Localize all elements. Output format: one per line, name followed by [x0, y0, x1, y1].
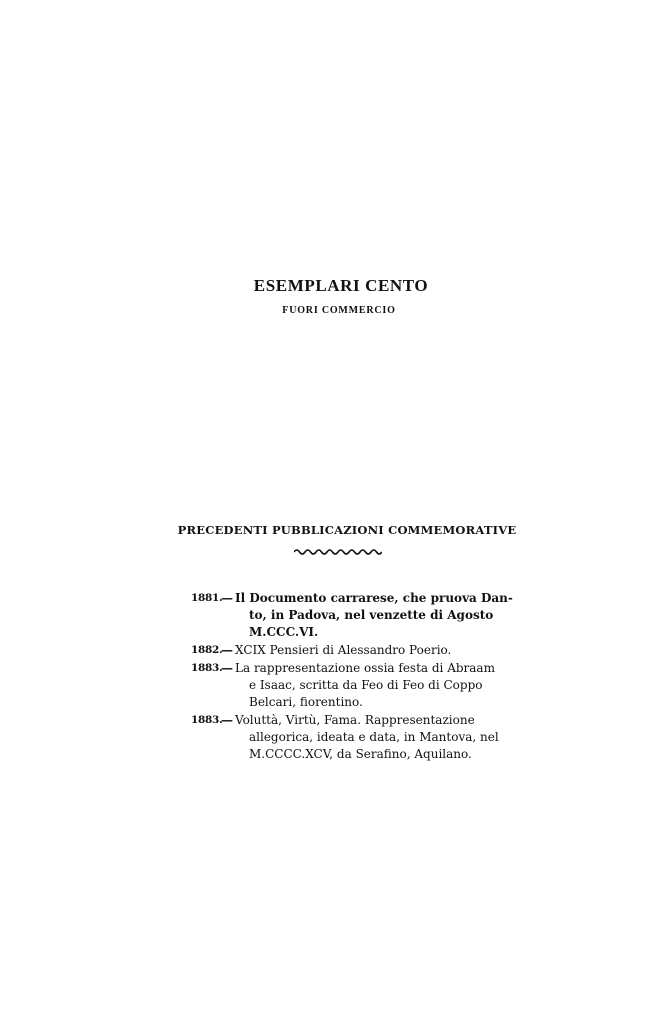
page-subtitle: FUORI COMMERCIO [282, 305, 396, 316]
publication-year: 1882. [191, 644, 223, 656]
publication-line: allegorica, ideata e data, in Mantova, nel [249, 730, 499, 744]
publication-description [235, 660, 511, 711]
page-title: ESEMPLARI CENTO [253, 276, 429, 295]
publication-dash: — [221, 713, 233, 727]
publication-line: XCIX Pensieri di Alessandro Poerio. [235, 643, 452, 657]
publication-year: 1881. [191, 592, 223, 604]
publication-description [235, 712, 511, 763]
publication-dash: — [221, 643, 233, 657]
publication-line: M.CCCC.XCV, da Serafino, Aquilano. [249, 747, 472, 761]
publication-item [191, 590, 511, 641]
section-heading: PRECEDENTI PUBBLICAZIONI COMMEMORATIVE [177, 523, 517, 537]
publication-line: Belcari, fiorentino. [249, 695, 363, 709]
publication-dash: — [221, 591, 233, 605]
publication-line: to, in Padova, nel venzette di Agosto [249, 608, 494, 622]
publication-description [235, 642, 511, 659]
publication-item [191, 642, 511, 659]
wavy-rule-ornament [294, 547, 382, 557]
publication-line: e Isaac, scritta da Feo di Feo di Coppo [249, 678, 483, 692]
publication-year: 1883. [191, 662, 223, 674]
publication-item [191, 712, 511, 763]
publication-description [235, 590, 513, 641]
publication-line: La rappresentazione ossia festa di Abraam [235, 661, 495, 675]
publication-line: M.CCC.VI. [249, 625, 319, 639]
publication-item [191, 660, 511, 711]
publication-line: Voluttà, Virtù, Fama. Rappresentazione [235, 713, 475, 727]
publication-line: Il Documento carrarese, che pruova Dan- [235, 591, 513, 605]
publication-dash: — [221, 661, 233, 675]
publication-year: 1883. [191, 714, 223, 726]
publication-list [191, 590, 511, 764]
